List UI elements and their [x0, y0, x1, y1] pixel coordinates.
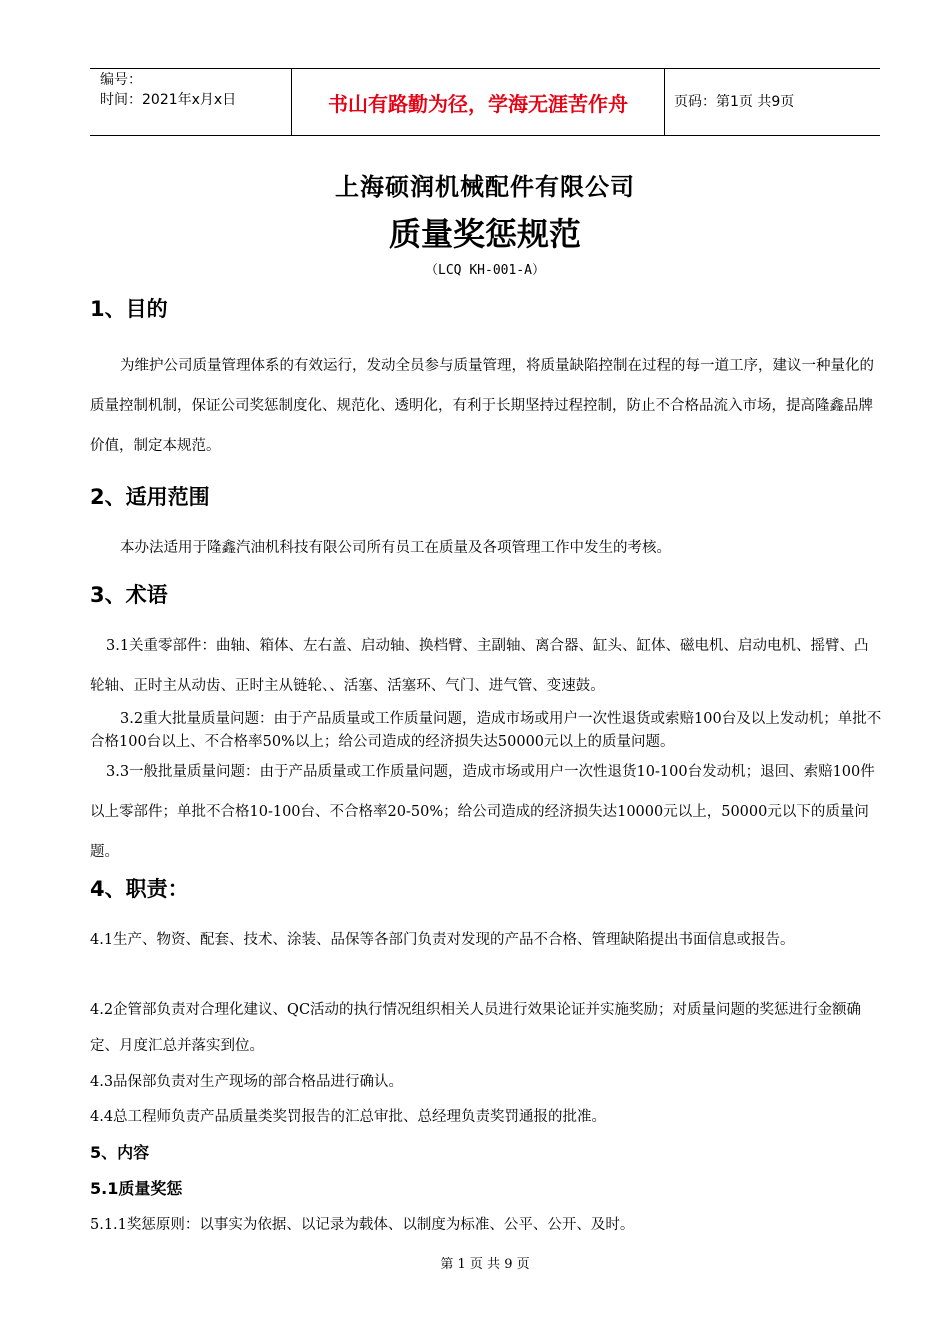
company-name: 上海硕润机械配件有限公司	[335, 173, 635, 201]
header-time-label: 时间：2021年x月x日	[100, 92, 237, 108]
section-2-heading: 2、适用范围	[90, 485, 210, 509]
header-bottom-rule	[90, 135, 880, 136]
header-page-label: 页码：第1页 共9页	[674, 94, 795, 110]
duty-4-3: 4.3品保部负责对生产现场的部合格品进行确认。	[90, 1074, 404, 1090]
duty-4-4: 4.4总工程师负责产品质量类奖罚报告的汇总审批、总经理负责奖罚通报的批准。	[90, 1109, 607, 1125]
document-code: （LCQ KH-001-A）	[425, 263, 545, 278]
duty-4-2: 4.2企管部负责对合理化建议、QC活动的执行情况组织相关人员进行效果论证并实施奖励；对质量问题的奖惩进行金额确定、月度汇总并落实到位。	[90, 1002, 862, 1054]
term-3-1: 3.1关重零部件：曲轴、箱体、左右盖、启动轴、换档臂、主副轴、离合器、缸头、缸体、磁电机、启动电机、摇臂、凸轮轴、正时主从动齿、正时主从链轮、、活塞、活塞环、气门、进气管、变速鼓。	[90, 638, 869, 694]
section-1-body: 为维护公司质量管理体系的有效运行，发动全员参与质量管理，将质量缺陷控制在过程的每一道工序，建议一种量化的质量控制机制，保证公司奖惩制度化、规范化、透明化，有利于长期坚持过程控制，防止不合格品流入市场，提高隆鑫品牌价值，制定本规范。	[90, 358, 874, 454]
section-5-1-heading: 5.1质量奖惩	[90, 1179, 183, 1198]
section-1-heading: 1、目的	[90, 297, 168, 321]
page-footer: 第 1 页 共 9 页	[440, 1257, 530, 1272]
clause-5-1-1: 5.1.1奖惩原则：以事实为依据、以记录为载体、以制度为标准、公平、公开、及时。	[90, 1217, 635, 1233]
section-5-heading: 5、内容	[90, 1143, 150, 1162]
header-motto: 书山有路勤为径，学海无涯苦作舟	[328, 92, 628, 116]
document-title: 质量奖惩规范	[388, 215, 581, 253]
term-3-2: 3.2重大批量质量问题：由于产品质量或工作质量问题，造成市场或用户一次性退货或索赔100台及以上发动机；单批不合格100台以上、不合格率50%以上；给公司造成的经济损失达50000元以上的质量问题。	[90, 711, 882, 750]
section-2-body: 本办法适用于隆鑫汽油机科技有限公司所有员工在质量及各项管理工作中发生的考核。	[120, 540, 671, 556]
section-4-heading: 4、职责：	[90, 877, 189, 901]
term-3-3: 3.3一般批量质量问题：由于产品质量或工作质量问题，造成市场或用户一次性退货10-100台发动机；退回、索赔100件以上零部件；单批不合格10-100台、不合格率20-50%；给公司造成的经济损失达10000元以上，50000元以下的质量问题。	[90, 764, 875, 860]
duty-4-1: 4.1生产、物资、配套、技术、涂装、品保等各部门负责对发现的产品不合格、管理缺陷提出书面信息或报告。	[90, 932, 795, 948]
section-3-heading: 3、术语	[90, 583, 168, 607]
header-number-label: 编号：	[100, 72, 142, 88]
header-divider-right	[664, 68, 665, 136]
header-info	[100, 70, 236, 110]
header-top-rule	[90, 68, 880, 69]
